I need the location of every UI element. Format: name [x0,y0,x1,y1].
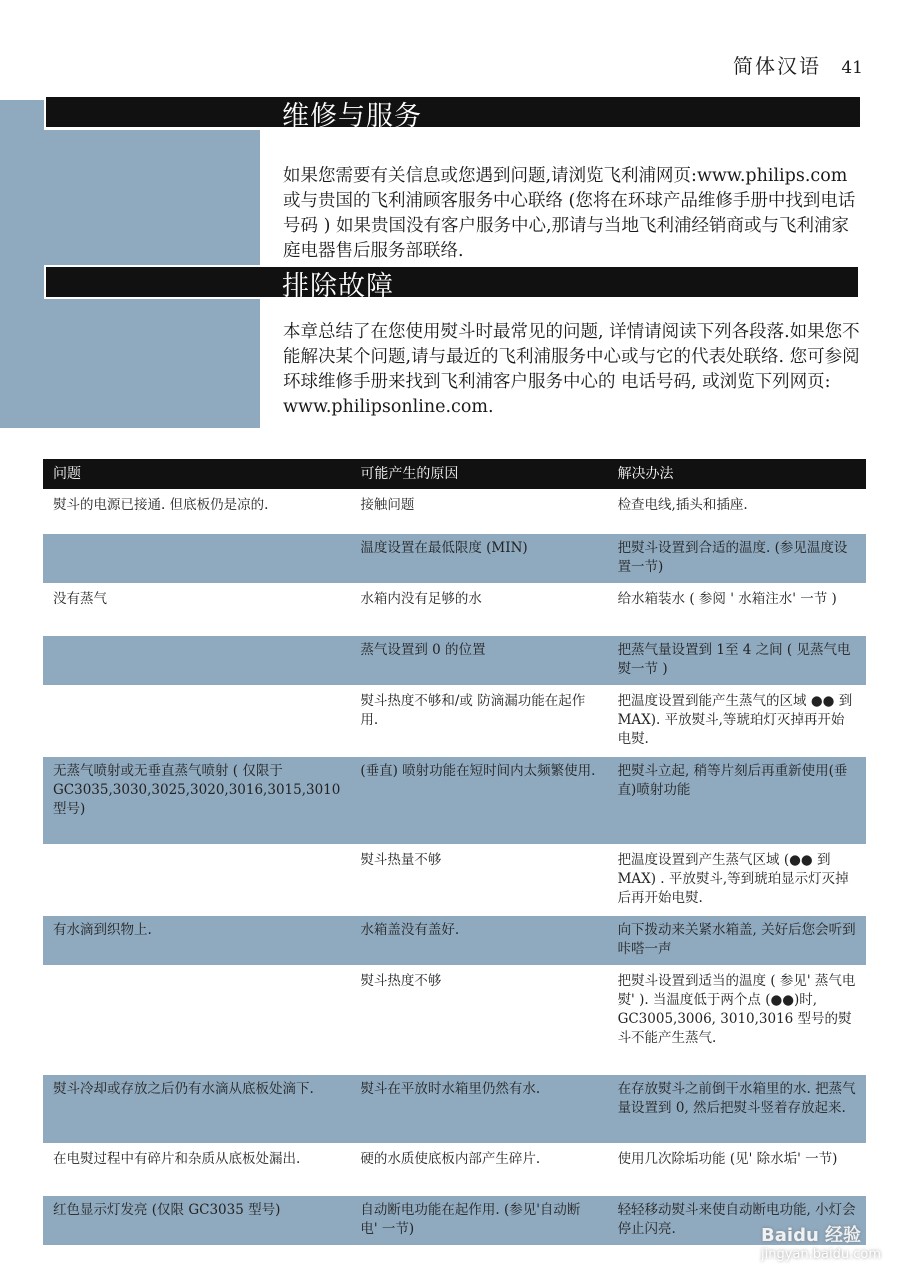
cause-cell: 熨斗热度不够 [350,966,607,1074]
problem-cell [43,966,350,1074]
service-paragraph: 如果您需要有关信息或您遇到问题,请浏览飞利浦网页:www.philips.com 或与贵国的飞利浦顾客服务中心联络 (您将在环球产品维修手册中找到电话号码 ) 如果贵国没有客户服务中心,那请与当地飞利浦经销商或与飞利浦家庭电器售后服务部联络. [283,166,856,261]
page-header [733,50,863,79]
problem-cell: 红色显示灯发亮 (仅限 GC3035 型号) [43,1195,350,1245]
page-number: 41 [841,58,863,78]
problem-cell: 没有蒸气 [43,584,350,635]
problem-cell: 熨斗冷却或存放之后仍有水滴从底板处滴下. [43,1074,350,1144]
header-solution: 解决办法 [608,459,866,490]
watermark [761,1221,881,1262]
cause-cell: 熨斗热度不够和/或 防滴漏功能在起作用. [350,686,607,756]
table-row [43,845,866,915]
table-row [43,490,866,533]
problem-cell: 无蒸气喷射或无垂直蒸气喷射 ( 仅限于 GC3035,3030,3025,3020,3016,3015,3010 型号) [43,756,350,845]
cause-cell: 硬的水质使底板内部产生碎片. [350,1144,607,1195]
problem-cell: 有水滴到织物上. [43,915,350,966]
problem-cell [43,686,350,756]
table-row [43,1074,866,1144]
header-problem: 问题 [43,459,350,490]
table-row [43,533,866,584]
solution-cell: 检查电线,插头和插座. [608,490,866,533]
problem-cell [43,533,350,584]
problem-cell [43,845,350,915]
solution-cell: 把熨斗立起, 稍等片刻后再重新使用(垂直)喷射功能 [608,756,866,845]
cause-cell: 熨斗热量不够 [350,845,607,915]
table-row [43,584,866,635]
troubleshooting-table [43,459,866,1245]
cause-cell: 水箱盖没有盖好. [350,915,607,966]
section-title-troubleshooting: 排除故障 [282,271,394,302]
table-row [43,1195,866,1245]
problem-cell: 在电熨过程中有碎片和杂质从底板处漏出. [43,1144,350,1195]
table-row [43,635,866,686]
section-title-service: 维修与服务 [282,101,422,132]
solution-cell: 把熨斗设置到适当的温度 ( 参见' 蒸气电熨' ). 当温度低于两个点 (●●)时, GC3005,3006, 3010,3016 型号的熨斗不能产生蒸气. [608,966,866,1074]
solution-cell: 把温度设置到产生蒸气区域 (●● 到 MAX) . 平放熨斗,等到琥珀显示灯灭掉后再开始电熨. [608,845,866,915]
cause-cell: 蒸气设置到 0 的位置 [350,635,607,686]
section-header-troubleshooting [44,265,860,302]
language-label: 简体汉语 [733,54,821,78]
solution-cell: 向下拨动来关紧水箱盖, 关好后您会听到咔嗒一声 [608,915,866,966]
solution-cell: 给水箱装水 ( 参阅 ' 水箱注水' 一节 ) [608,584,866,635]
watermark-brand: Baidu 经验 [761,1225,862,1246]
cause-cell: 自动断电功能在起作用. (参见'自动断电' 一节) [350,1195,607,1245]
cause-cell: 水箱内没有足够的水 [350,584,607,635]
watermark-url: jingyan.baidu.com [761,1247,881,1262]
table-row [43,915,866,966]
section-header-service [44,95,862,132]
cause-cell: 温度设置在最低限度 (MIN) [350,533,607,584]
problem-cell: 熨斗的电源已接通. 但底板仍是凉的. [43,490,350,533]
table-row [43,966,866,1074]
troubleshooting-paragraph: 本章总结了在您使用熨斗时最常见的问题, 详情请阅读下列各段落.如果您不能解决某个问题,请与最近的飞利浦服务中心或与它的代表处联络. 您可参阅环球维修手册来找到飞利浦客户服务中心的 电话号码, 或浏览下列网页: www.philipsonline.com. [283,322,860,417]
solution-cell: 使用几次除垢功能 (见' 除水垢' 一节) [608,1144,866,1195]
table-header-row [43,459,866,490]
solution-cell: 把温度设置到能产生蒸气的区域 ●● 到 MAX). 平放熨斗,等琥珀灯灭掉再开始电熨. [608,686,866,756]
solution-cell: 把蒸气量设置到 1至 4 之间 ( 见蒸气电熨一节 ) [608,635,866,686]
header-cause: 可能产生的原因 [350,459,607,490]
solution-cell: 把熨斗设置到合适的温度. (参见温度设置一节) [608,533,866,584]
problem-cell [43,635,350,686]
table-row [43,686,866,756]
table-row [43,1144,866,1195]
solution-cell: 轻轻移动熨斗来使自动断电功能, 小灯会停止闪亮. [608,1195,866,1245]
table-row [43,756,866,845]
solution-cell: 在存放熨斗之前倒干水箱里的水. 把蒸气量设置到 0, 然后把熨斗竖着存放起来. [608,1074,866,1144]
cause-cell: 接触问题 [350,490,607,533]
cause-cell: (垂直) 喷射功能在短时间内太频繁使用. [350,756,607,845]
cause-cell: 熨斗在平放时水箱里仍然有水. [350,1074,607,1144]
side-accent-top [0,100,44,130]
